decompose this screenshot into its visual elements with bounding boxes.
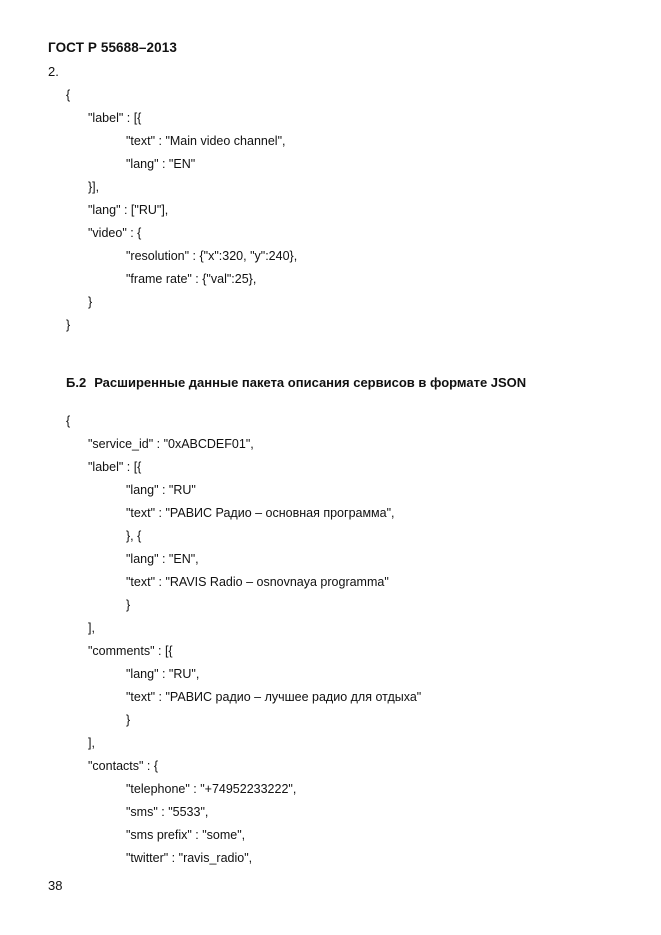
code-line: } xyxy=(126,713,131,727)
code-line: "text" : "Main video channel", xyxy=(126,134,286,148)
code-line: } xyxy=(88,295,93,309)
page-number: 38 xyxy=(48,878,63,893)
code-line: "label" : [{ xyxy=(88,111,142,125)
code-line: { xyxy=(66,414,71,428)
example-number: 2. xyxy=(48,64,59,79)
code-line: } xyxy=(126,598,131,612)
section-title: Расширенные данные пакета описания сервисов в формате JSON xyxy=(94,375,527,390)
section-heading xyxy=(66,375,526,390)
code-line: "comments" : [{ xyxy=(88,644,173,658)
code-line: "lang" : "RU", xyxy=(126,667,200,681)
code-line: ], xyxy=(88,736,95,750)
code-line: "lang" : "EN" xyxy=(126,157,196,171)
code-line: "sms prefix" : "some", xyxy=(126,828,246,842)
code-line: }], xyxy=(88,180,100,194)
code-line: "telephone" : "+74952233222", xyxy=(126,782,297,796)
code-line: "contacts" : { xyxy=(88,759,159,773)
code-line: "text" : "РАВИС Радио – основная программа", xyxy=(126,506,395,520)
section-number: Б.2 xyxy=(66,375,87,390)
code-line: "sms" : "5533", xyxy=(126,805,209,819)
code-line: "video" : { xyxy=(88,226,142,240)
code-line: "service_id" : "0xABCDEF01", xyxy=(88,437,254,451)
code-line: "lang" : "EN", xyxy=(126,552,199,566)
code-line: } xyxy=(66,318,71,332)
code-line: "frame rate" : {"val":25}, xyxy=(126,272,257,286)
code-line: "twitter" : "ravis_radio", xyxy=(126,851,253,865)
standard-header: ГОСТ Р 55688–2013 xyxy=(48,40,177,55)
code-line: "lang" : "RU" xyxy=(126,483,196,497)
code-line: "label" : [{ xyxy=(88,460,142,474)
code-line: "resolution" : {"x":320, "y":240}, xyxy=(126,249,298,263)
code-line: "text" : "РАВИС радио – лучшее радио для отдыха" xyxy=(126,690,422,704)
code-line: "lang" : ["RU"], xyxy=(88,203,169,217)
code-line: ], xyxy=(88,621,95,635)
code-line: }, { xyxy=(126,529,142,543)
code-line: "text" : "RAVIS Radio – osnovnaya programma" xyxy=(126,575,389,589)
code-line: { xyxy=(66,88,71,102)
